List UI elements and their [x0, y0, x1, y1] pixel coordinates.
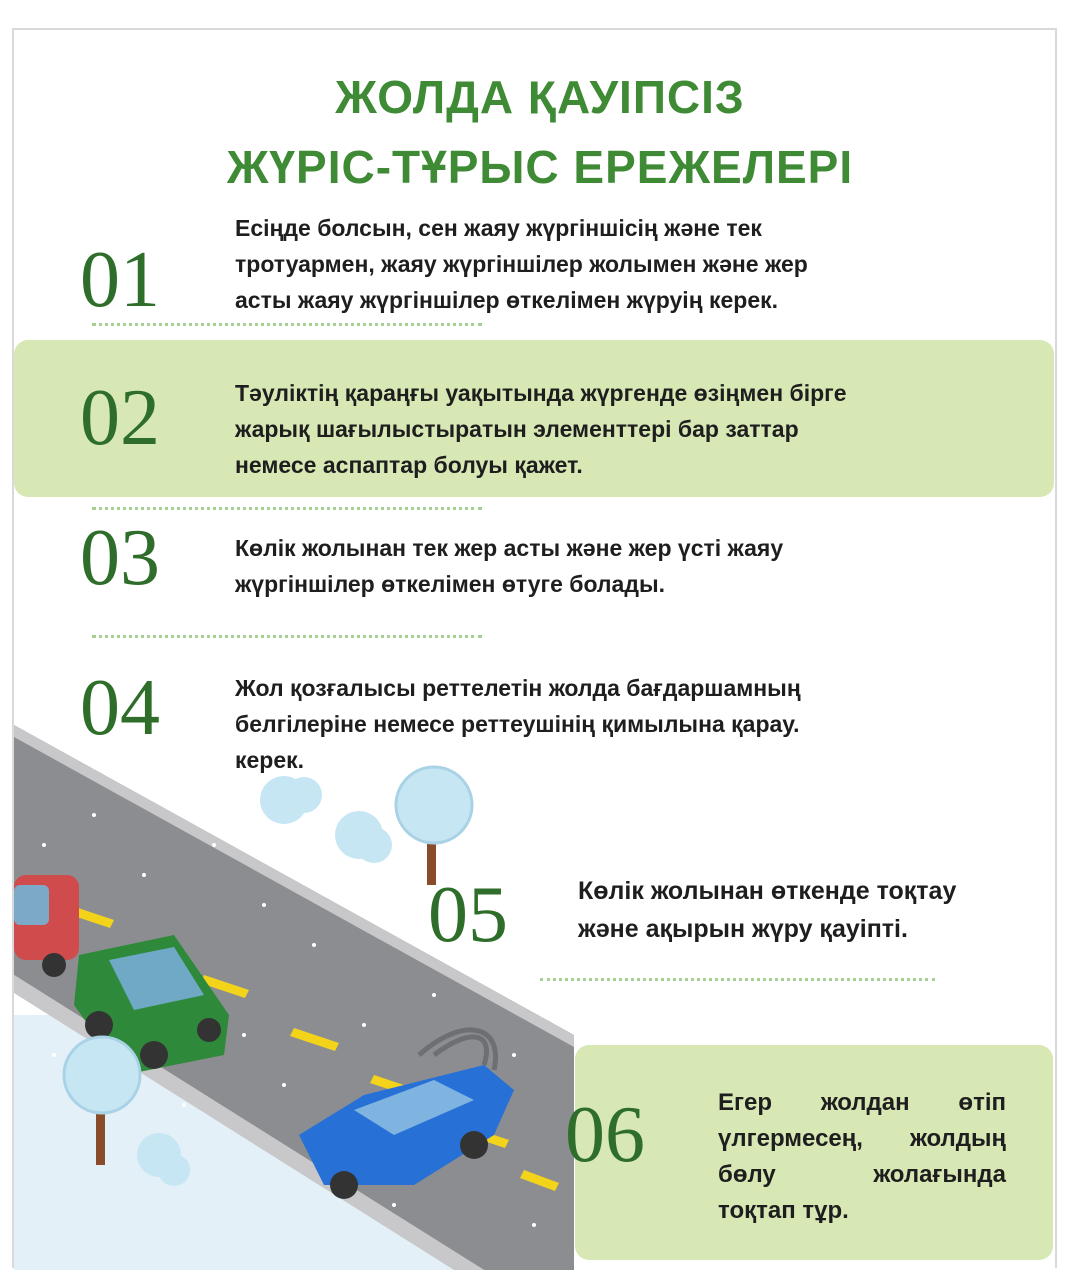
rule-01-text: [235, 210, 808, 318]
rule-04-line-3: керек.: [235, 747, 305, 773]
rule-06-line-4: тоқтап тұр.: [718, 1197, 849, 1224]
snowy-tree-icon: [396, 767, 472, 885]
rule-02-line-2: жарық шағылыстыратын элементтері бар заттар: [235, 416, 799, 442]
rule-06-line-1: Егер жолдан өтіп: [718, 1089, 1006, 1116]
rule-05-number: 05: [428, 871, 508, 959]
rule-05-text: [578, 872, 956, 948]
divider-dots: [92, 323, 482, 326]
rule-04-text: [235, 670, 801, 778]
rule-06-number: 06: [565, 1091, 645, 1179]
rule-06-line-2: үлгермесең, жолдың: [718, 1125, 1006, 1152]
rule-02-line-1: Тәуліктің қараңғы уақытында жүргенде өзіңмен бірге: [235, 380, 847, 406]
rule-03-line-1: Көлік жолынан тек жер асты және жер үсті жаяу: [235, 535, 784, 561]
rule-06-line-3: бөлу жолағында: [718, 1161, 1006, 1188]
rule-04-line-1: Жол қозғалысы реттелетін жолда бағдаршамның: [235, 675, 801, 701]
rule-03-text: [235, 530, 783, 602]
rule-06-text: [718, 1085, 1006, 1229]
rule-01-line-3: асты жаяу жүргіншілер өткелімен жүруің керек.: [235, 287, 779, 313]
page-title-line-2: ЖҮРІС-ТҰРЫС ЕРЕЖЕЛЕРІ: [226, 141, 854, 193]
divider-dots: [540, 978, 935, 981]
rule-01-line-1: Есіңде болсын, сен жаяу жүргіншісің және тек: [235, 215, 762, 241]
rule-04-line-2: белгілеріне немесе реттеушінің қимылына қарау.: [235, 711, 800, 737]
winter-road-illustration: [14, 725, 574, 1270]
rule-01-number: 01: [80, 236, 160, 324]
rule-02-text: [235, 375, 847, 483]
rule-02-number: 02: [80, 374, 160, 462]
rule-03-number: 03: [80, 514, 160, 602]
rule-05-line-1: Көлік жолынан өткенде тоқтау: [578, 877, 957, 905]
rule-01-line-2: тротуармен, жаяу жүргіншілер жолымен және жер: [235, 251, 808, 277]
rule-05-line-2: және ақырын жүру қауіпті.: [578, 915, 908, 943]
rule-02-line-3: немесе аспаптар болуы қажет.: [235, 452, 583, 478]
divider-dots: [92, 507, 482, 510]
page-title-line-1: ЖОЛДА ҚАУІПСІЗ: [335, 71, 745, 123]
rule-04-number: 04: [80, 664, 160, 752]
rule-03-line-2: жүргіншілер өткелімен өтуге болады.: [235, 571, 665, 597]
divider-dots: [92, 635, 482, 638]
